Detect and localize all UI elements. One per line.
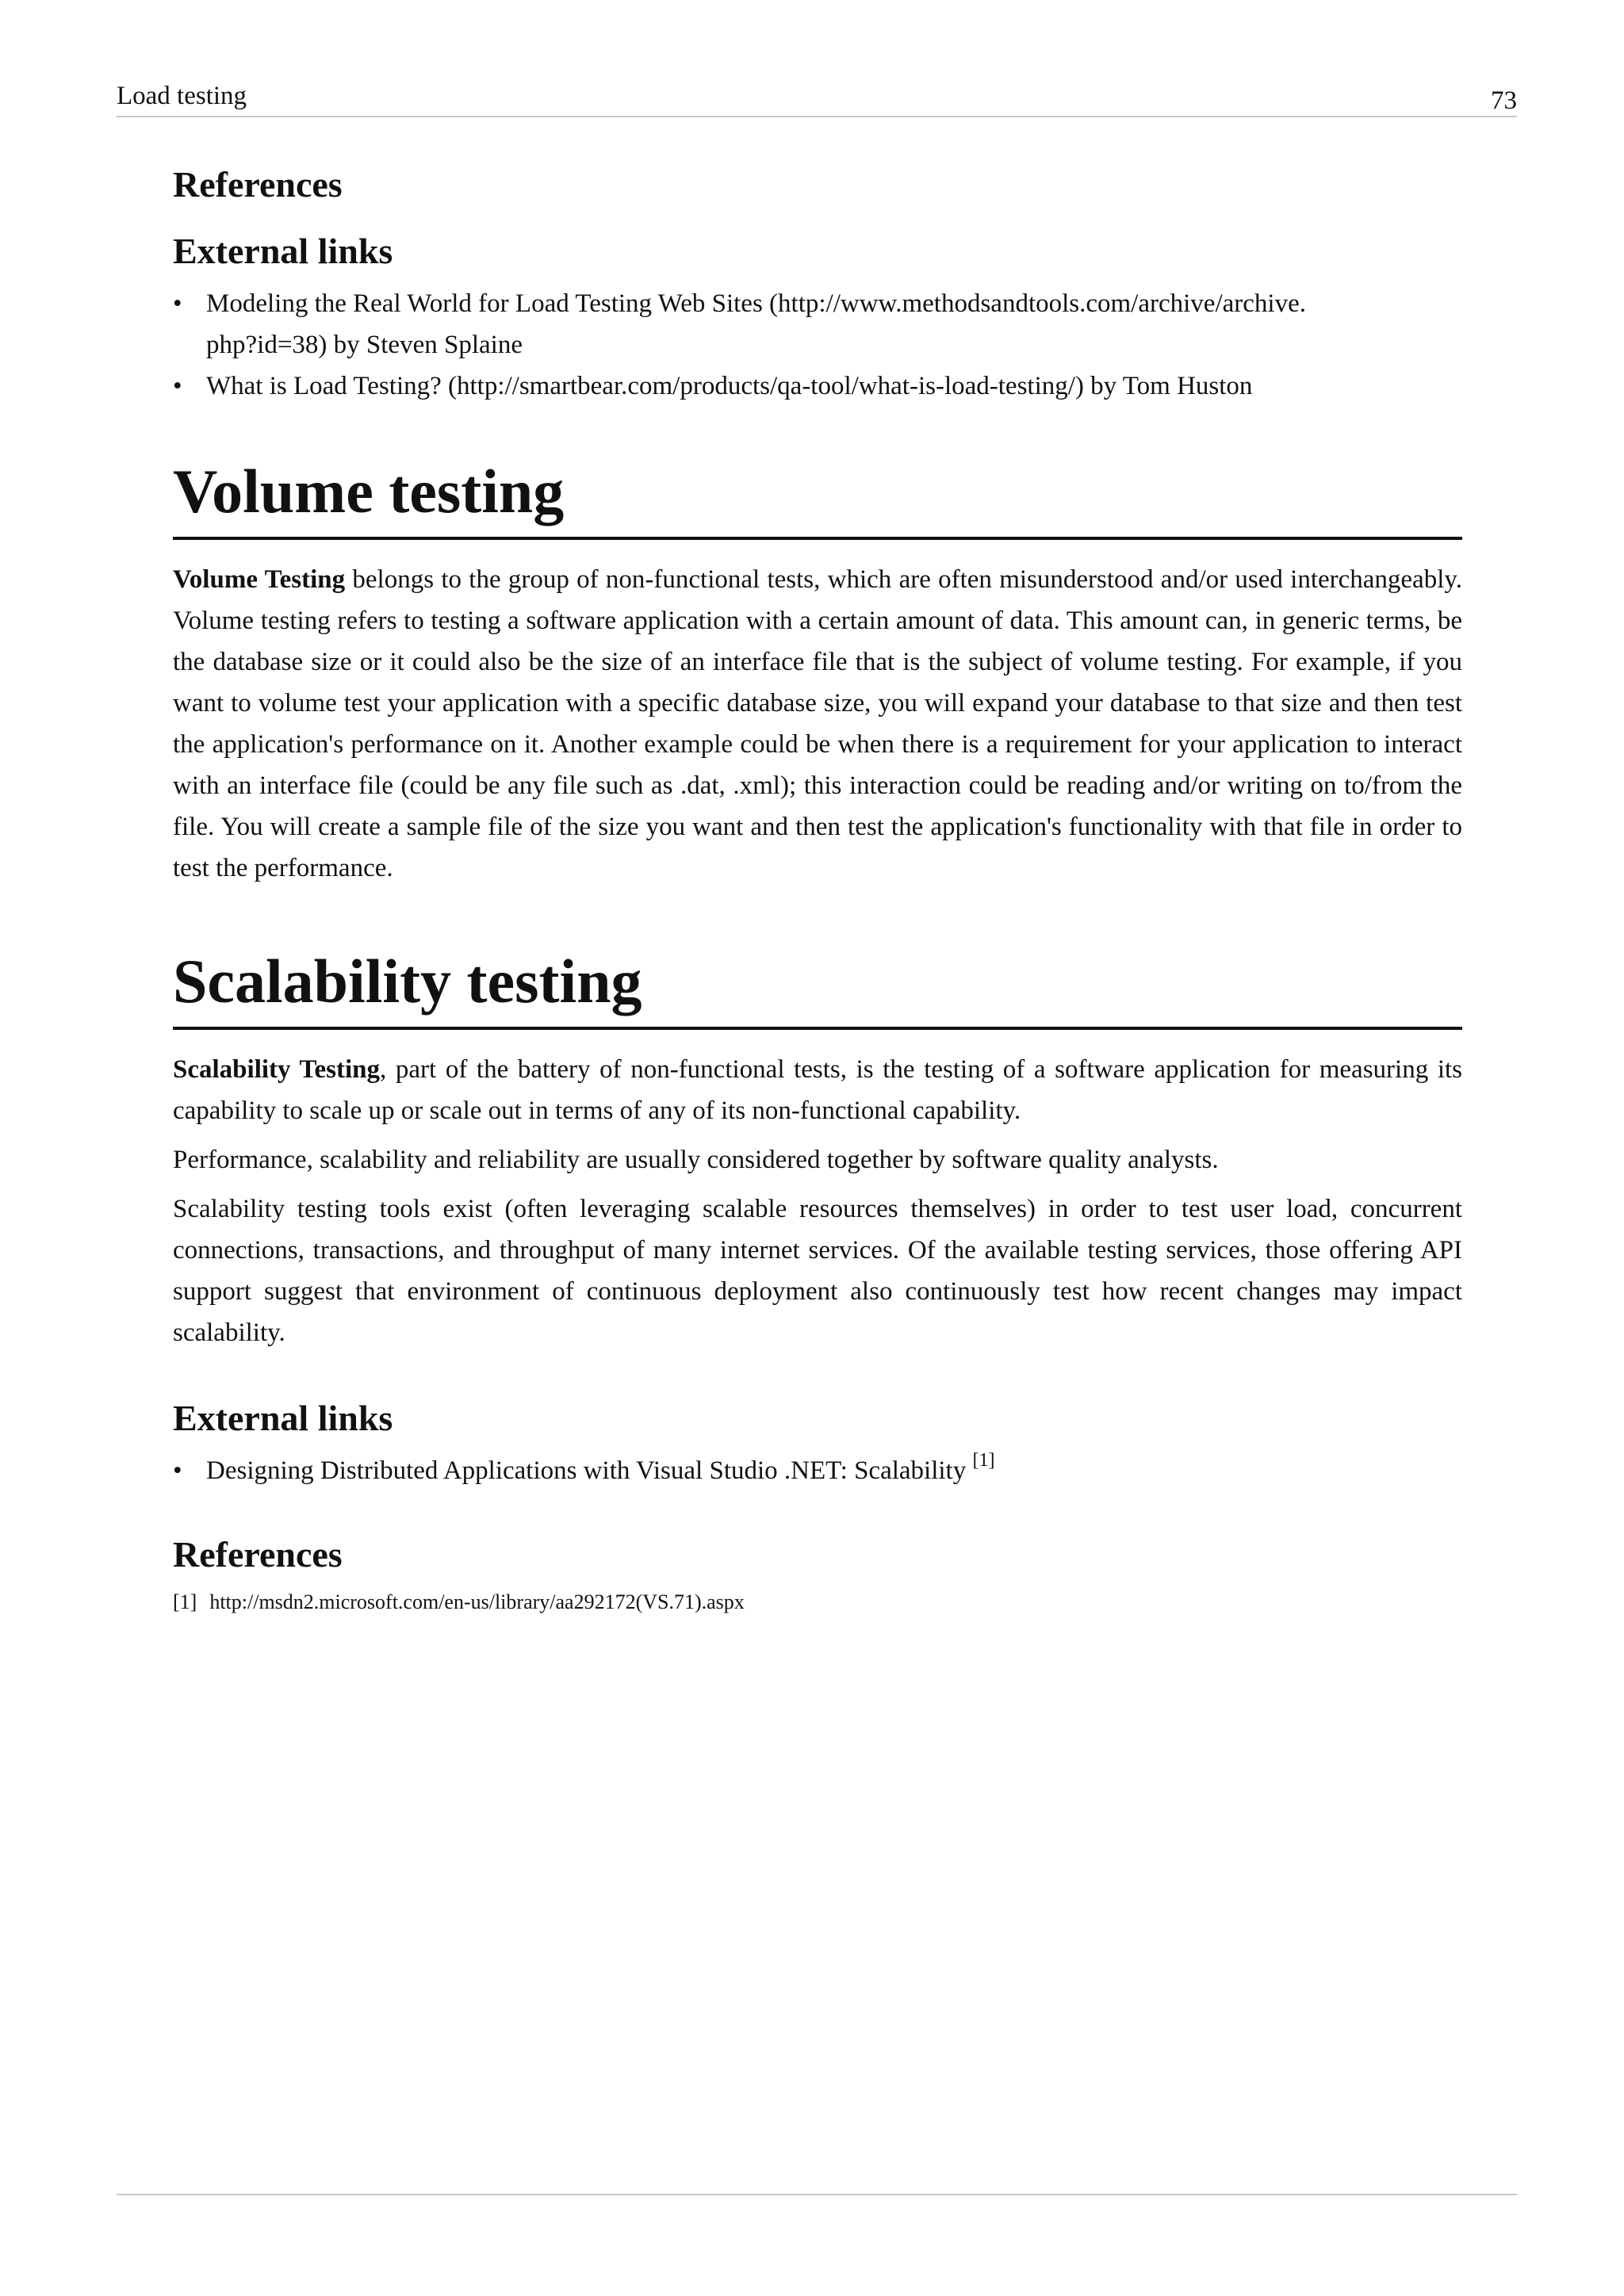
- scalability-testing-text: , part of the battery of non-functional tests, is the testing of a software application for measuring its capability to scale up or scale out in terms of any of its non-functional capability.: [173, 1055, 1462, 1125]
- footer-rule: [117, 2194, 1517, 2195]
- references-heading-scalability: References: [173, 1534, 343, 1575]
- external-links-heading-load-testing: External links: [173, 231, 393, 271]
- reference-number: [1]: [173, 1590, 197, 1613]
- reference-item: [173, 1586, 1462, 1618]
- volume-testing-text: belongs to the group of non-functional tests, which are often misunderstood and/or used interchangeably. Volume testing refers to testing a software application with a certain amount of data. This amount can, in generic terms, be the database size or it could also be the size of an interface file that is the subject of volume testing. For example, if you want to volume test your application with a specific database size, you will expand your database to that size and then test the application's performance on it. Another example could be when there is a requirement for your application to interact with an interface file (could be any file such as .dat, .xml); this interaction could be reading and/or writing on to/from the file. You will create a sample file of the size you want and then test the application's functionality with that file in order to test the performance.: [173, 565, 1462, 882]
- page-header: [117, 76, 1517, 117]
- external-link-text[interactable]: What is Load Testing? (http://smartbear.com/products/qa-tool/what-is-load-testing/) by Tom Huston: [206, 372, 1253, 400]
- volume-testing-title: Volume testing: [173, 454, 1462, 540]
- external-link-item[interactable]: [173, 1450, 1462, 1491]
- scalability-testing-paragraph-3: Scalability testing tools exist (often leveraging scalable resources themselves) in order to test user load, concurrent connections, transactions, and throughput of many internet services. Of the available testing services, those offering API support suggest that environment of continuous deployment also continuously test how recent changes may impact scalability.: [173, 1195, 1462, 1347]
- page-content: [173, 163, 1462, 1618]
- scalability-testing-term: Scalability Testing: [173, 1055, 381, 1084]
- external-link-item[interactable]: [173, 365, 1462, 407]
- external-links-heading-scalability: External links: [173, 1398, 393, 1438]
- references-heading-load-testing: References: [173, 164, 343, 205]
- volume-testing-paragraph: [173, 559, 1462, 889]
- citation-link[interactable]: [1]: [972, 1450, 995, 1471]
- scalability-testing-paragraph-1: [173, 1049, 1462, 1131]
- external-link-text-line2[interactable]: php?id=38) by Steven Splaine: [206, 331, 523, 359]
- running-title: Load testing: [117, 82, 247, 110]
- volume-testing-term: Volume Testing: [173, 565, 346, 594]
- external-link-text-line1[interactable]: Modeling the Real World for Load Testing Web Sites (http://www.methodsandtools.com/archive/archive.: [206, 289, 1306, 318]
- scalability-testing-title: Scalability testing: [173, 944, 1462, 1030]
- external-link-text[interactable]: Designing Distributed Applications with Visual Studio .NET: Scalability: [206, 1456, 967, 1485]
- external-links-list-scalability: [173, 1450, 1462, 1491]
- page-number: 73: [1491, 86, 1517, 115]
- bullet-icon: •: [173, 289, 182, 318]
- external-link-item[interactable]: [173, 283, 1462, 365]
- bullet-icon: •: [173, 372, 182, 400]
- external-links-list-load-testing: [173, 283, 1462, 407]
- bullet-icon: •: [173, 1456, 182, 1485]
- scalability-testing-paragraph-2: Performance, scalability and reliability are usually considered together by software quality analysts.: [173, 1146, 1219, 1174]
- reference-url[interactable]: http://msdn2.microsoft.com/en-us/library/aa292172(VS.71).aspx: [209, 1590, 745, 1613]
